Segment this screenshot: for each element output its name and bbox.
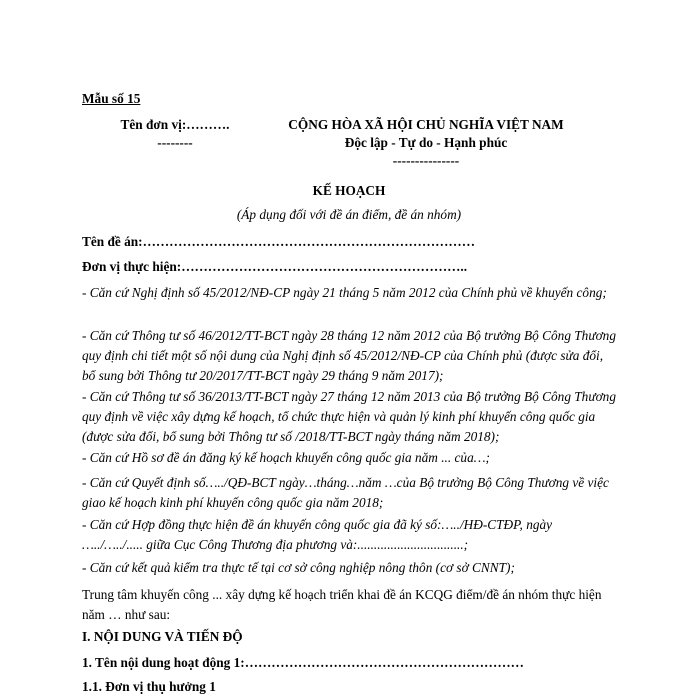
section-heading-1: I. NỘI DUNG VÀ TIẾN ĐỘ — [82, 629, 243, 644]
document-subtitle: (Áp dụng đối với đề án điểm, đề án nhóm) — [236, 207, 462, 222]
legal-basis-3: - Căn cứ Thông tư số 36/2013/TT-BCT ngày 27 tháng 12 năm 2013 của Bộ trưởng Bộ Công Thương quy định về việc xây dựng kế hoạch, tổ chức thực hiện và quản lý kinh phí khuyến công quốc gia (được sửa đổi, bổ sung bởi Thông tư số /2018/TT-BCT ngày tháng năm 2018); — [82, 389, 616, 444]
form-number: Mẫu số 15 — [82, 91, 141, 106]
legal-basis-4: - Căn cứ Hồ sơ đề án đăng ký kế hoạch khuyến công quốc gia năm ... của…; — [82, 450, 490, 465]
intro-paragraph: Trung tâm khuyến công ... xây dựng kế hoạch triển khai đề án KCQG điểm/đề án nhóm thực hiện năm … như sau: — [82, 587, 602, 622]
implementing-unit-field: Đơn vị thực hiện:……………………………………………………….. — [82, 259, 468, 274]
unit-separator: -------- — [157, 135, 193, 150]
legal-basis-2: - Căn cứ Thông tư số 46/2012/TT-BCT ngày 28 tháng 12 năm 2012 của Bộ trưởng Bộ Công Thương quy định chi tiết một số nội dung của Nghị định số 45/2012/NĐ-CP của Chính phủ (được sửa đổi, bổ sung bởi Thông tư 20/2017/TT-BCT ngày 29 tháng 9 năm 2017); — [82, 328, 616, 383]
activity-heading-1: 1. Tên nội dung hoạt động 1:……………………………………………………… — [82, 655, 524, 670]
legal-basis-5: - Căn cứ Quyết định số…../QĐ-BCT ngày…tháng…năm …của Bộ trưởng Bộ Công Thương về việc giao kế hoạch kinh phí khuyến công quốc gia năm 2018; — [82, 475, 609, 510]
project-name-field: Tên đề án:………………………………………………………………… — [82, 234, 476, 249]
national-motto: Độc lập - Tự do - Hạnh phúc — [344, 135, 508, 150]
unit-name: Tên đơn vị:………. — [120, 117, 230, 132]
motto-separator: --------------- — [392, 153, 460, 168]
legal-basis-7: - Căn cứ kết quả kiểm tra thực tế tại cơ sở công nghiệp nông thôn (cơ sở CNNT); — [82, 560, 515, 575]
document-title: KẾ HOẠCH — [312, 183, 386, 198]
legal-basis-6: - Căn cứ Hợp đồng thực hiện đề án khuyến công quốc gia đã ký số:…../HĐ-CTĐP, ngày …../…../..... giữa Cục Công Thương địa phương và:................................; — [82, 517, 553, 552]
beneficiary-heading-1: 1.1. Đơn vị thụ hưởng 1 — [82, 679, 216, 694]
legal-basis-1: - Căn cứ Nghị định số 45/2012/NĐ-CP ngày 21 tháng 5 năm 2012 của Chính phủ về khuyến công; — [82, 285, 607, 300]
national-title: CỘNG HÒA XÃ HỘI CHỦ NGHĨA VIỆT NAM — [288, 117, 564, 132]
